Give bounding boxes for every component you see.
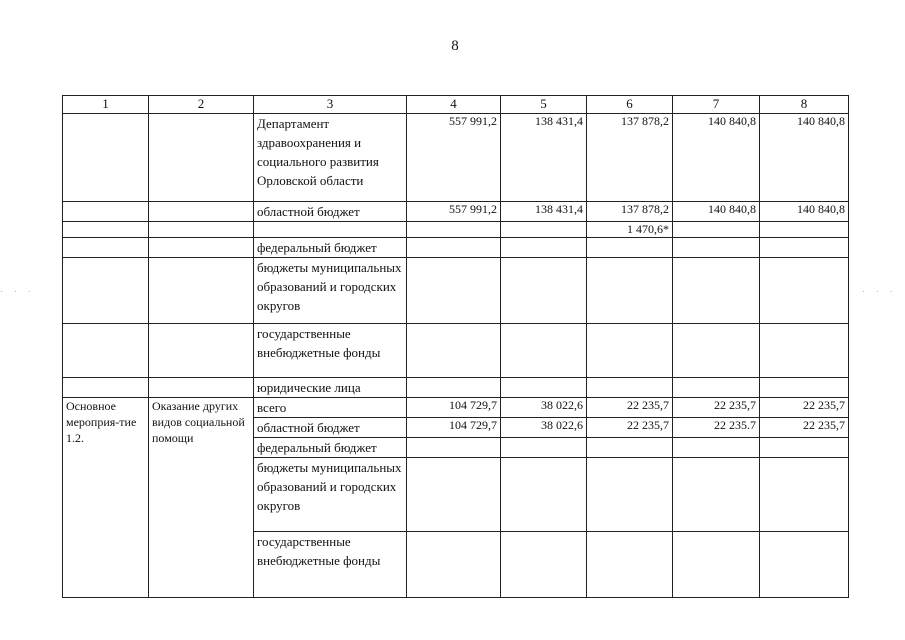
table-row xyxy=(63,378,849,398)
cell-year-1 xyxy=(501,532,587,598)
cell-year-3: 140 840,8 xyxy=(673,202,760,222)
cell-year-3 xyxy=(673,378,760,398)
table-row xyxy=(63,324,849,378)
page-number: 8 xyxy=(451,38,459,54)
column-number: 5 xyxy=(501,96,587,114)
cell-year-4 xyxy=(760,324,849,378)
scan-noise-right: · · · xyxy=(862,287,897,298)
cell-source: всего xyxy=(254,398,407,418)
column-number: 7 xyxy=(673,96,760,114)
cell-measure xyxy=(63,222,149,238)
cell-source: областной бюджет xyxy=(254,202,407,222)
cell-year-1 xyxy=(501,438,587,458)
cell-name xyxy=(149,114,254,202)
table-row xyxy=(63,398,849,418)
cell-source: Департамент здравоохранения и социального развития Орловской области xyxy=(254,114,407,202)
cell-year-4 xyxy=(760,222,849,238)
cell-year-4: 140 840,8 xyxy=(760,114,849,202)
cell-year-4 xyxy=(760,438,849,458)
cell-source: государственные внебюджетные фонды xyxy=(254,532,407,598)
cell-year-2: 22 235,7 xyxy=(587,418,673,438)
cell-year-4: 22 235,7 xyxy=(760,418,849,438)
cell-year-4 xyxy=(760,378,849,398)
cell-measure xyxy=(63,202,149,222)
table-row xyxy=(63,238,849,258)
cell-year-1 xyxy=(501,258,587,324)
column-number: 2 xyxy=(149,96,254,114)
cell-total xyxy=(407,438,501,458)
cell-year-1 xyxy=(501,458,587,532)
cell-name xyxy=(149,202,254,222)
table-row xyxy=(63,222,849,238)
cell-year-3: 22 235.7 xyxy=(673,418,760,438)
cell-year-3 xyxy=(673,532,760,598)
cell-name xyxy=(149,238,254,258)
cell-source: юридические лица xyxy=(254,378,407,398)
cell-total xyxy=(407,378,501,398)
cell-name xyxy=(149,378,254,398)
cell-year-3 xyxy=(673,438,760,458)
cell-year-4: 22 235,7 xyxy=(760,398,849,418)
cell-year-1: 38 022,6 xyxy=(501,418,587,438)
cell-year-1 xyxy=(501,222,587,238)
column-number: 8 xyxy=(760,96,849,114)
cell-source: бюджеты муниципальных образований и городских округов xyxy=(254,258,407,324)
cell-year-2 xyxy=(587,258,673,324)
cell-year-3 xyxy=(673,324,760,378)
cell-measure xyxy=(63,114,149,202)
cell-total xyxy=(407,258,501,324)
cell-year-3 xyxy=(673,458,760,532)
cell-year-2 xyxy=(587,324,673,378)
table-row xyxy=(63,258,849,324)
cell-source: федеральный бюджет xyxy=(254,438,407,458)
cell-measure xyxy=(63,238,149,258)
cell-year-1: 138 431,4 xyxy=(501,114,587,202)
cell-name xyxy=(149,324,254,378)
cell-year-3: 22 235,7 xyxy=(673,398,760,418)
cell-total: 104 729,7 xyxy=(407,398,501,418)
cell-year-2 xyxy=(587,532,673,598)
cell-measure xyxy=(63,378,149,398)
cell-total xyxy=(407,532,501,598)
cell-year-3 xyxy=(673,222,760,238)
cell-name xyxy=(149,258,254,324)
cell-year-4 xyxy=(760,458,849,532)
cell-year-4: 140 840,8 xyxy=(760,202,849,222)
cell-total xyxy=(407,458,501,532)
column-number: 3 xyxy=(254,96,407,114)
cell-total: 557 991,2 xyxy=(407,114,501,202)
cell-name xyxy=(149,222,254,238)
cell-year-2: 1 470,6* xyxy=(587,222,673,238)
cell-year-4 xyxy=(760,258,849,324)
cell-year-2: 137 878,2 xyxy=(587,202,673,222)
cell-year-2 xyxy=(587,458,673,532)
cell-year-3 xyxy=(673,258,760,324)
cell-year-1: 138 431,4 xyxy=(501,202,587,222)
column-number: 6 xyxy=(587,96,673,114)
cell-year-1 xyxy=(501,324,587,378)
cell-source: областной бюджет xyxy=(254,418,407,438)
cell-measure: Основное мероприя-тие 1.2. xyxy=(63,398,149,598)
cell-year-1 xyxy=(501,378,587,398)
cell-year-4 xyxy=(760,532,849,598)
cell-year-3: 140 840,8 xyxy=(673,114,760,202)
cell-total xyxy=(407,222,501,238)
cell-year-1: 38 022,6 xyxy=(501,398,587,418)
cell-year-3 xyxy=(673,238,760,258)
cell-source: государственные внебюджетные фонды xyxy=(254,324,407,378)
cell-total: 104 729,7 xyxy=(407,418,501,438)
cell-total xyxy=(407,324,501,378)
cell-year-1 xyxy=(501,238,587,258)
cell-year-2: 137 878,2 xyxy=(587,114,673,202)
cell-source: бюджеты муниципальных образований и городских округов xyxy=(254,458,407,532)
table-row xyxy=(63,202,849,222)
scan-noise-left: · · · xyxy=(0,287,35,298)
cell-year-4 xyxy=(760,238,849,258)
column-number: 1 xyxy=(63,96,149,114)
cell-source: федеральный бюджет xyxy=(254,238,407,258)
cell-year-2 xyxy=(587,378,673,398)
cell-measure xyxy=(63,258,149,324)
funding-table xyxy=(62,95,849,598)
cell-total: 557 991,2 xyxy=(407,202,501,222)
column-number: 4 xyxy=(407,96,501,114)
cell-year-2 xyxy=(587,238,673,258)
cell-year-2 xyxy=(587,438,673,458)
column-number-row xyxy=(63,96,849,114)
cell-name: Оказание других видов социальной помощи xyxy=(149,398,254,598)
table-row xyxy=(63,114,849,202)
cell-year-2: 22 235,7 xyxy=(587,398,673,418)
cell-total xyxy=(407,238,501,258)
cell-measure xyxy=(63,324,149,378)
cell-source xyxy=(254,222,407,238)
